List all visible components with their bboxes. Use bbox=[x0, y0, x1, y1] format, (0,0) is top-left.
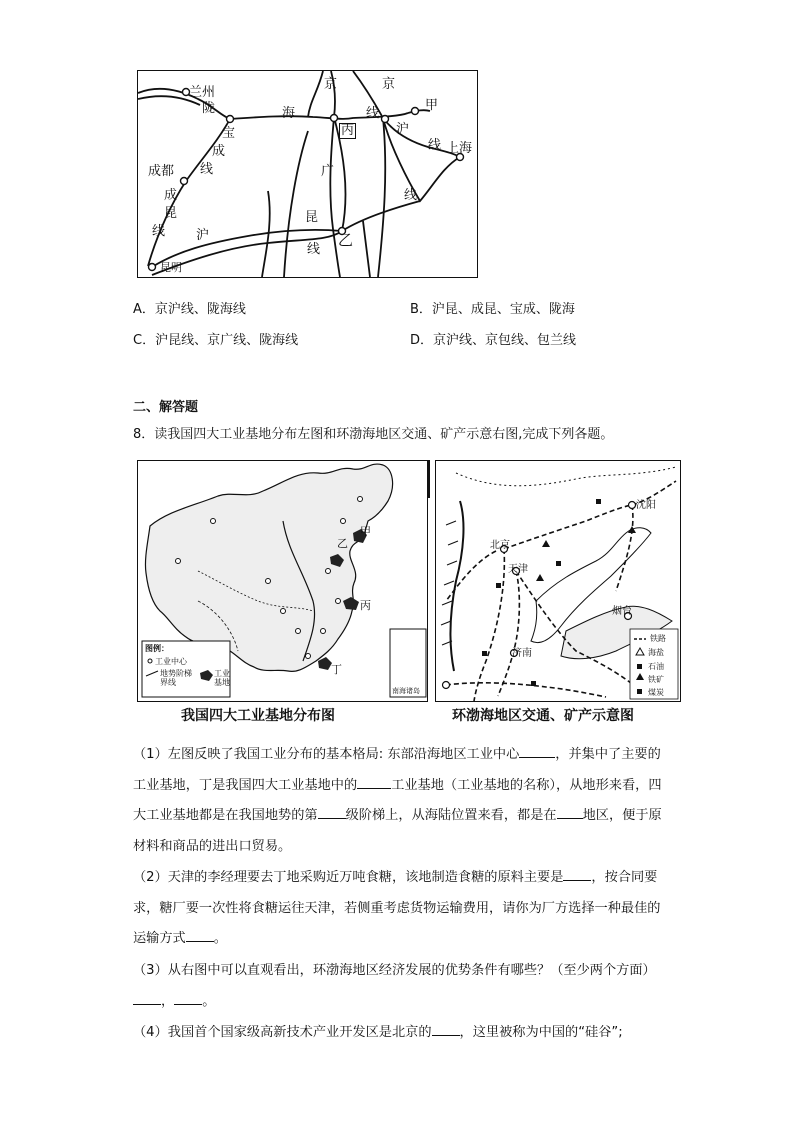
option-c[interactable]: C．沪昆线、京广线、陇海线 bbox=[133, 333, 299, 348]
legend-rail: 铁路 bbox=[650, 634, 666, 643]
left-label-ding: 丁 bbox=[331, 663, 342, 676]
label-jia: 甲 bbox=[425, 98, 439, 113]
legend-coal: 煤炭 bbox=[648, 688, 664, 697]
label-lanzhou: 兰州 bbox=[189, 85, 216, 100]
label-xian-5: 线 bbox=[152, 224, 166, 239]
option-a[interactable]: A．京沪线、陇海线 bbox=[133, 302, 246, 317]
label-shanghai: 上海 bbox=[446, 141, 473, 156]
label-xian-3: 线 bbox=[200, 162, 214, 177]
option-d[interactable]: D．京沪线、京包线、包兰线 bbox=[410, 333, 577, 348]
label-kun-2: 昆 bbox=[305, 210, 319, 225]
label-kunming: 昆明 bbox=[160, 261, 182, 274]
label-jing-2: 京 bbox=[382, 77, 396, 92]
label-guang: 广 bbox=[321, 164, 335, 179]
legend-terrain: 地势阶梯界线 bbox=[160, 669, 192, 687]
bohai-outline bbox=[436, 461, 680, 701]
question-8-1: （1）左图反映了我国工业分布的基本格局: 东部沿海地区工业中心 ，并集中了主要的工业基地，丁是我国四大工业基地中的 工业基地（工业基地的名称），从地形来看，四大工业基地都是在我国地势的第 级阶梯上，从海陆位置来看，都是在 地区，便于原材料和商品的进出口贸易。 bbox=[133, 747, 662, 854]
city-tianjin: 天津 bbox=[508, 564, 528, 575]
left-label-jia: 甲 bbox=[360, 525, 371, 538]
section-title: 二、解答题 bbox=[133, 400, 199, 415]
question-8-2: （2）天津的李经理要去丁地采购近万吨食糖，该地制造食糖的原料主要是 ，按合同要求，糖厂要一次性将食糖运往天津，若侧重考虑货物运输费用，请你为厂方选择一种最佳的运输方式 。 bbox=[133, 870, 661, 947]
blank-6[interactable] bbox=[186, 929, 214, 942]
city-beijing: 北京 bbox=[490, 540, 510, 551]
blank-8[interactable] bbox=[174, 992, 202, 1005]
label-cheng-2: 成 bbox=[164, 188, 178, 203]
label-hu-2: 沪 bbox=[196, 228, 210, 243]
left-label-yi: 乙 bbox=[337, 537, 348, 550]
legend-center: 工业中心 bbox=[155, 657, 187, 666]
legend-inset: 南海诸岛 bbox=[392, 687, 420, 695]
label-hai: 海 bbox=[282, 106, 296, 121]
label-hu-1: 沪 bbox=[396, 122, 410, 137]
question-8-3: （3）从右图中可以直观看出，环渤海地区经济发展的优势条件有哪些？（至少两个方面）， 。 bbox=[133, 963, 656, 1009]
label-long: 陇 bbox=[202, 101, 216, 116]
railway-map bbox=[137, 70, 478, 278]
legend-iron: 铁矿 bbox=[648, 675, 664, 684]
bohai-map bbox=[435, 460, 681, 702]
legend-salt: 海盐 bbox=[648, 648, 664, 657]
left-label-bing: 丙 bbox=[360, 599, 371, 612]
label-xian: 线 bbox=[366, 106, 380, 121]
map-divider bbox=[427, 460, 430, 498]
blank-1[interactable] bbox=[519, 745, 555, 758]
label-cheng-1: 成 bbox=[212, 144, 226, 159]
blank-5[interactable] bbox=[563, 868, 591, 881]
city-jinan: 济南 bbox=[512, 648, 532, 659]
right-map-caption: 环渤海地区交通、矿产示意图 bbox=[452, 708, 634, 724]
blank-4[interactable] bbox=[557, 806, 583, 819]
label-xian-2: 线 bbox=[428, 138, 442, 153]
city-shenyang: 沈阳 bbox=[636, 500, 656, 511]
option-b[interactable]: B．沪昆、成昆、宝成、陇海 bbox=[410, 302, 575, 317]
blank-3[interactable] bbox=[318, 806, 346, 819]
industrial-base-map bbox=[137, 460, 428, 702]
label-chengdu: 成都 bbox=[148, 164, 175, 179]
legend-oil: 石油 bbox=[648, 662, 664, 671]
label-xian-6: 线 bbox=[307, 242, 321, 257]
blank-7[interactable] bbox=[133, 992, 161, 1005]
label-bao: 宝 bbox=[222, 126, 236, 141]
label-xian-4: 线 bbox=[404, 188, 418, 203]
blank-2[interactable] bbox=[357, 776, 391, 789]
label-yi: 乙 bbox=[338, 231, 354, 249]
label-bing: 丙 bbox=[341, 123, 355, 138]
label-jing-1: 京 bbox=[324, 77, 338, 92]
question-8-4: （4）我国首个国家级高新技术产业开发区是北京的 ，这里被称为中国的“硅谷”; bbox=[133, 1025, 623, 1040]
left-map-caption: 我国四大工业基地分布图 bbox=[181, 708, 335, 724]
blank-9[interactable] bbox=[432, 1023, 460, 1036]
legend-base: 工业基地 bbox=[214, 669, 230, 687]
city-yantai: 烟台 bbox=[612, 606, 632, 617]
label-kun-1: 昆 bbox=[164, 206, 178, 221]
question-8: 8．读我国四大工业基地分布左图和环渤海地区交通、矿产示意右图,完成下列各题。 bbox=[133, 427, 614, 442]
legend-title: 图例： bbox=[145, 644, 169, 653]
